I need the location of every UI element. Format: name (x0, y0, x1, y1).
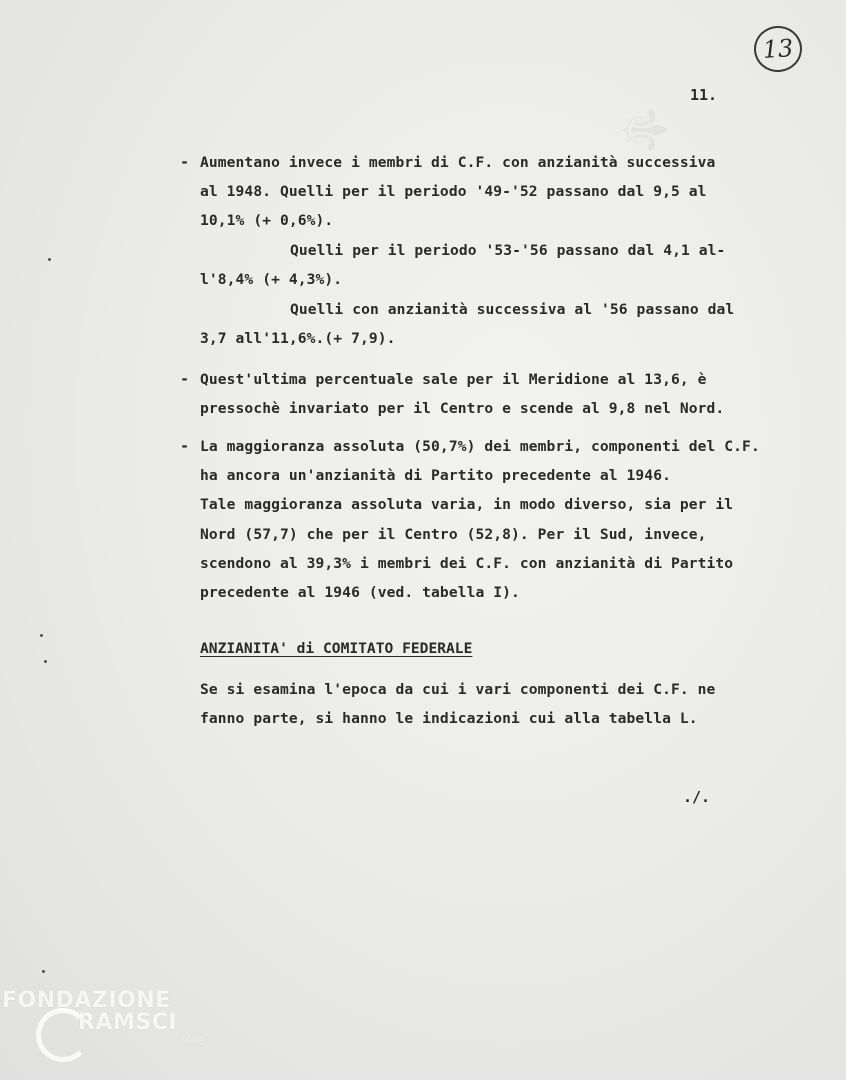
text-line: La maggioranza assoluta (50,7%) dei membri, componenti del C.F. (200, 438, 760, 455)
text-line: fanno parte, si hanno le indicazioni cui alla tabella L. (200, 710, 698, 727)
text-line: Quelli per il periodo '53-'56 passano dal 4,1 al- (290, 242, 726, 259)
section-heading: ANZIANITA' di COMITATO FEDERALE (200, 640, 473, 657)
text-line: Tale maggioranza assoluta varia, in modo diverso, sia per il (200, 496, 734, 513)
bullet-dash: - (180, 370, 190, 388)
text-line: ha ancora un'anzianità di Partito precedente al 1946. (200, 467, 671, 484)
margin-speck (40, 634, 43, 637)
margin-speck (42, 970, 45, 973)
text-line: Quelli con anzianità successiva al '56 passano dal (290, 301, 735, 318)
continued-mark: ./. (683, 788, 711, 806)
logo-line-1: FONDAZIONE (2, 988, 171, 1013)
bullet-dash: - (180, 153, 190, 171)
margin-speck (44, 660, 47, 663)
logo-line-2: RAMSCI (78, 1010, 178, 1035)
text-line: Se si esamina l'epoca da cui i vari componenti dei C.F. ne (200, 681, 716, 698)
text-line: Quest'ultima percentuale sale per il Meridione al 13,6, è (200, 371, 707, 388)
text-line: 3,7 all'11,6%.(+ 7,9). (200, 330, 396, 347)
bullet-dash: - (180, 437, 190, 455)
fondazione-gramsci-logo (2, 988, 222, 1068)
text-line: al 1948. Quelli per il periodo '49-'52 passano dal 9,5 al (200, 183, 707, 200)
text-line: precedente al 1946 (ved. tabella I). (200, 584, 520, 601)
logo-subtitle: onlus (182, 1034, 204, 1043)
text-line: Nord (57,7) che per il Centro (52,8). Per il Sud, invece, (200, 526, 707, 543)
margin-speck (48, 258, 51, 261)
text-line: pressochè invariato per il Centro e scende al 9,8 nel Nord. (200, 400, 725, 417)
text-line: scendono al 39,3% i membri dei C.F. con anzianità di Partito (200, 555, 734, 572)
text-line: l'8,4% (+ 4,3%). (200, 271, 343, 288)
text-line: Aumentano invece i membri di C.F. con anzianità successiva (200, 154, 716, 171)
page-number: 11. (690, 86, 718, 104)
text-line: 10,1% (+ 0,6%). (200, 212, 334, 229)
archive-number-circled: 13 (752, 24, 803, 73)
